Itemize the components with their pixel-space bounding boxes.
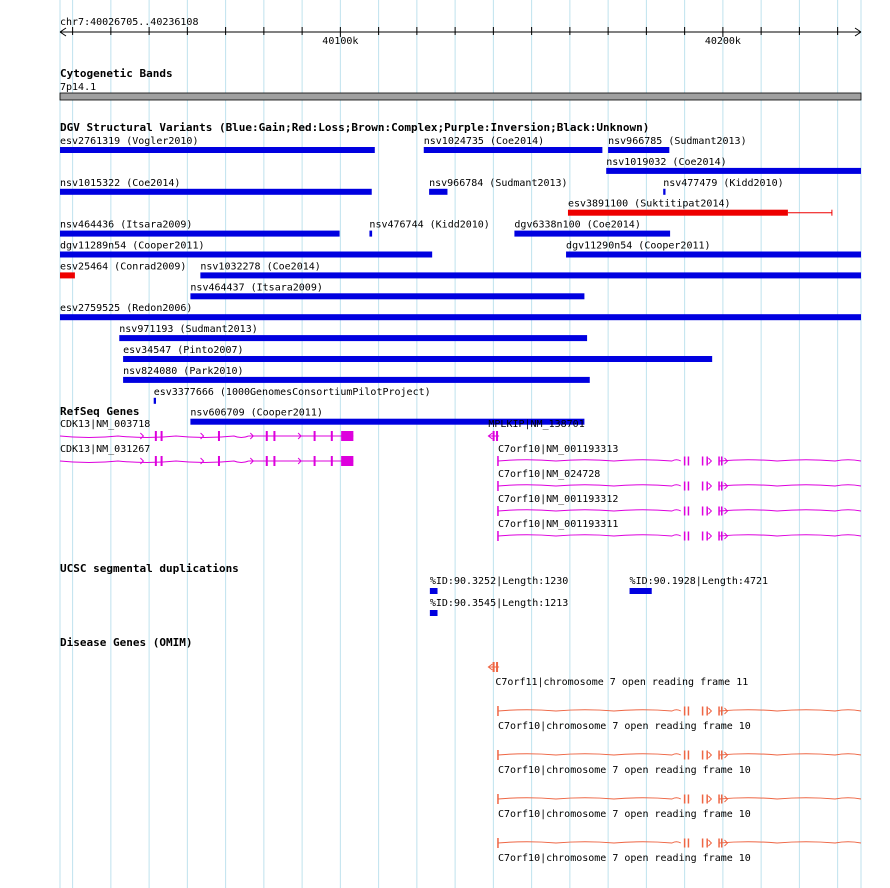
dgv-variant-label: nsv1015322 (Coe2014) [60,177,181,189]
ruler-tick-label: 40100k [322,36,359,47]
segdup-feature-bar [430,610,438,616]
exon-block [718,707,720,716]
exon-block [218,431,220,441]
dgv-variant-bar [119,335,587,341]
intron-line [719,754,861,755]
exon-block [341,456,353,466]
exon-block [493,431,495,441]
dgv-variant-label: nsv1032278 (Coe2014) [200,261,321,273]
exon-block [718,751,720,760]
exon-block [721,795,723,804]
exon-block [721,507,723,516]
exon-block [684,707,686,716]
dgv-variant-bar [60,272,75,278]
dgv-variant-label: nsv464437 (Itsara2009) [190,282,323,294]
dgv-variant-bar [200,272,861,278]
omim-genes [488,662,861,864]
exon-block [718,507,720,516]
dgv-variant-label: dgv11289n54 (Cooper2011) [60,240,205,252]
exon-block [688,795,690,804]
refseq-gene[interactable] [60,444,353,466]
exon-block [496,662,498,672]
exon-block [684,795,686,804]
omim-gene[interactable] [488,662,748,688]
exon-block [718,795,720,804]
dgv-variant[interactable] [606,157,861,174]
exon-block [688,507,690,516]
segdup-feature-bar [630,588,652,594]
intron-line [498,842,681,843]
dgv-variant-bar [60,147,375,153]
exon-block [702,507,704,516]
exon-block [314,456,316,466]
exon-block [702,795,704,804]
segdup-feature-label: %ID:90.3545|Length:1213 [429,598,569,609]
omim-gene-label: C7orf10|chromosome 7 open reading frame 10 [497,853,751,864]
exon-block [721,457,723,466]
segdup-feature[interactable] [630,576,768,594]
exon-block [684,751,686,760]
dgv-variant-bar [424,147,603,153]
exon-block [266,456,268,466]
ruler-location-label: chr7:40026705..40236108 [60,17,199,28]
dgv-variant[interactable] [424,136,603,153]
exon-block [218,456,220,466]
intron-line [719,535,861,536]
strand-arrow [140,433,143,439]
intron-line [498,535,681,536]
dgv-variant-bar [566,252,861,258]
exon-block [706,507,708,516]
exon-block [706,839,708,848]
omim-gene-label: C7orf11|chromosome 7 open reading frame 11 [495,677,749,688]
exon-block [688,751,690,760]
exon-block [702,707,704,716]
intron-line [719,485,861,486]
dgv-variant-label: nsv1019032 (Coe2014) [606,156,727,168]
exon-block [684,457,686,466]
dgv-variant-label: dgv6338n100 (Coe2014) [514,219,641,231]
intron-line [498,798,681,799]
dgv-variant-bar [608,147,669,153]
exon-block [702,457,704,466]
intron-line [498,754,681,755]
dgv-variant-label: esv2759525 (Redon2006) [60,303,193,315]
segdup-feature[interactable] [430,576,568,594]
exon-block [331,456,333,466]
dgv-variant-bar [568,210,788,216]
exon-block [688,532,690,541]
dgv-variant[interactable] [369,220,489,237]
segdup-track [60,562,768,616]
dgv-variant[interactable] [60,178,372,195]
omim-gene[interactable] [498,794,861,820]
dgv-track-title: DGV Structural Variants (Blue:Gain;Red:Loss;Brown:Complex;Purple:Inversion;Black:Unknown) [60,121,650,134]
dgv-features [60,136,861,425]
exon-block [721,839,723,848]
intron-line [498,485,681,486]
exon-block [718,532,720,541]
dgv-variant-label: nsv1024735 (Coe2014) [423,136,545,147]
strand-arrow [708,840,711,846]
exon-block [702,839,704,848]
dgv-variant-label: esv2761319 (Vogler2010) [60,136,199,147]
strand-arrow [201,458,204,464]
exon-block [688,707,690,716]
refseq-gene-label: CDK13|NM_003718 [60,419,151,430]
dgv-variant-label: nsv477479 (Kidd2010) [663,177,784,189]
refseq-gene-label: CDK13|NM_031267 [60,444,151,455]
ruler [60,17,861,47]
dgv-variant[interactable] [663,178,783,195]
dgv-variant-bar [663,189,665,195]
segdup-features [430,576,768,616]
strand-arrow [708,508,711,514]
dgv-variant-bar [154,398,156,404]
dgv-variant-bar [60,231,340,237]
exon-block [161,431,163,441]
omim-gene-label: C7orf10|chromosome 7 open reading frame 10 [497,765,751,776]
strand-arrow [708,483,711,489]
strand-arrow [140,458,143,464]
strand-arrow [708,708,711,714]
strand-arrow [708,533,711,539]
exon-block [688,457,690,466]
dgv-variant-label: esv3891100 (Suktitipat2014) [567,198,731,210]
dgv-variant-bar [60,314,861,320]
refseq-gene-label: C7orf10|NM_001193312 [497,494,619,505]
refseq-track [60,405,861,541]
omim-track-title: Disease Genes (OMIM) [60,636,193,649]
dgv-variant-bar [429,189,447,195]
segdup-feature-label: %ID:90.1928|Length:4721 [629,576,769,587]
strand-arrow [708,458,711,464]
omim-gene[interactable] [498,838,861,864]
exon-block [273,456,275,466]
exon-block [721,751,723,760]
exon-block [721,532,723,541]
dgv-variant[interactable] [608,136,746,153]
strand-arrow [708,752,711,758]
exon-block [684,532,686,541]
exon-block [331,431,333,441]
refseq-gene[interactable] [498,494,861,516]
refseq-gene-label: MPLKIP|NM_138701 [488,419,585,430]
dgv-variant[interactable] [60,241,432,258]
exon-block [314,431,316,441]
exon-block [706,532,708,541]
exon-block [718,839,720,848]
dgv-variant-label: esv3377666 (1000GenomesConsortiumPilotProject) [153,386,431,398]
dgv-variant-label: nsv606709 (Cooper2011) [190,407,323,419]
exon-block [266,431,268,441]
refseq-gene[interactable] [498,469,861,491]
intron-line [719,842,861,843]
dgv-variant-label: esv25464 (Conrad2009) [60,261,187,273]
exon-block [341,431,353,441]
dgv-variant[interactable] [60,220,340,237]
dgv-variant[interactable] [60,261,186,278]
dgv-variant-bar [190,293,584,299]
exon-block [684,507,686,516]
exon-block [721,707,723,716]
exon-block [493,662,495,672]
intron-line [719,460,861,461]
omim-track [60,636,861,864]
cytoband-track-title: Cytogenetic Bands [60,67,173,80]
exon-block [706,482,708,491]
dgv-variant-bar [123,377,590,383]
exon-block [688,482,690,491]
exon-block [155,456,157,466]
dgv-variant[interactable] [123,366,590,383]
refseq-gene-label: C7orf10|NM_001193313 [497,444,619,455]
cytoband-band-label: 7p14.1 [60,82,97,93]
intron-line [498,510,681,511]
exon-block [684,839,686,848]
dgv-variant[interactable] [568,199,832,216]
strand-arrow [201,433,204,439]
exon-block [688,839,690,848]
exon-block [155,431,157,441]
segdup-feature-bar [430,588,438,594]
dgv-variant[interactable] [429,178,567,195]
segdup-feature-label: %ID:90.3252|Length:1230 [429,576,569,587]
dgv-variant-bar [60,189,372,195]
cytoband-track [60,67,861,100]
exon-block [702,751,704,760]
exon-block [496,431,498,441]
dgv-variant[interactable] [119,324,587,341]
intron-line [498,710,681,711]
exon-block [706,795,708,804]
dgv-variant[interactable] [60,303,861,320]
dgv-variant[interactable] [190,282,584,299]
exon-block [702,532,704,541]
intron-line [719,798,861,799]
exon-block [161,456,163,466]
dgv-variant-label: esv34547 (Pinto2007) [123,345,244,356]
dgv-variant-bar [123,356,712,362]
exon-block [273,431,275,441]
omim-gene[interactable] [498,706,861,732]
ruler-tick-label: 40200k [704,36,741,47]
dgv-variant[interactable] [154,387,431,404]
intron-line [719,510,861,511]
dgv-variant-bar [606,168,861,174]
dgv-variant-label: nsv966785 (Sudmant2013) [608,136,747,147]
exon-block [702,482,704,491]
cytoband-band[interactable] [60,93,861,100]
dgv-variant-label: nsv476744 (Kidd2010) [369,219,490,231]
dgv-variant-bar [369,231,372,237]
intron-line [60,461,249,463]
segdup-track-title: UCSC segmental duplications [60,562,239,575]
dgv-variant-label: nsv824080 (Park2010) [123,365,244,377]
omim-gene-label: C7orf10|chromosome 7 open reading frame 10 [497,721,751,732]
exon-block [706,457,708,466]
dgv-variant-bar [514,231,670,237]
dgv-variant[interactable] [566,241,861,258]
exon-block [684,482,686,491]
dgv-track [60,121,861,425]
dgv-variant[interactable] [123,345,712,362]
intron-line [60,436,249,438]
dgv-variant[interactable] [60,136,375,153]
exon-block [706,751,708,760]
exon-block [718,457,720,466]
dgv-variant-label: dgv11290n54 (Cooper2011) [566,240,711,252]
strand-arrow [708,796,711,802]
dgv-variant-label: nsv966784 (Sudmant2013) [429,177,568,189]
refseq-genes [60,419,861,541]
exon-block [706,707,708,716]
dgv-variant-bar [60,252,432,258]
refseq-gene-label: C7orf10|NM_024728 [497,469,601,480]
dgv-variant-label: nsv971193 (Sudmant2013) [119,324,258,336]
refseq-track-title: RefSeq Genes [60,405,140,418]
intron-line [719,710,861,711]
refseq-gene[interactable] [498,444,861,466]
dgv-variant[interactable] [200,261,861,278]
refseq-gene[interactable] [498,519,861,541]
segdup-feature[interactable] [430,598,568,616]
omim-gene[interactable] [498,750,861,776]
exon-block [718,482,720,491]
dgv-variant-label: nsv464436 (Itsara2009) [60,219,193,231]
omim-gene-label: C7orf10|chromosome 7 open reading frame 10 [497,809,751,820]
exon-block [721,482,723,491]
intron-line [498,460,681,461]
refseq-gene-label: C7orf10|NM_001193311 [497,519,619,530]
